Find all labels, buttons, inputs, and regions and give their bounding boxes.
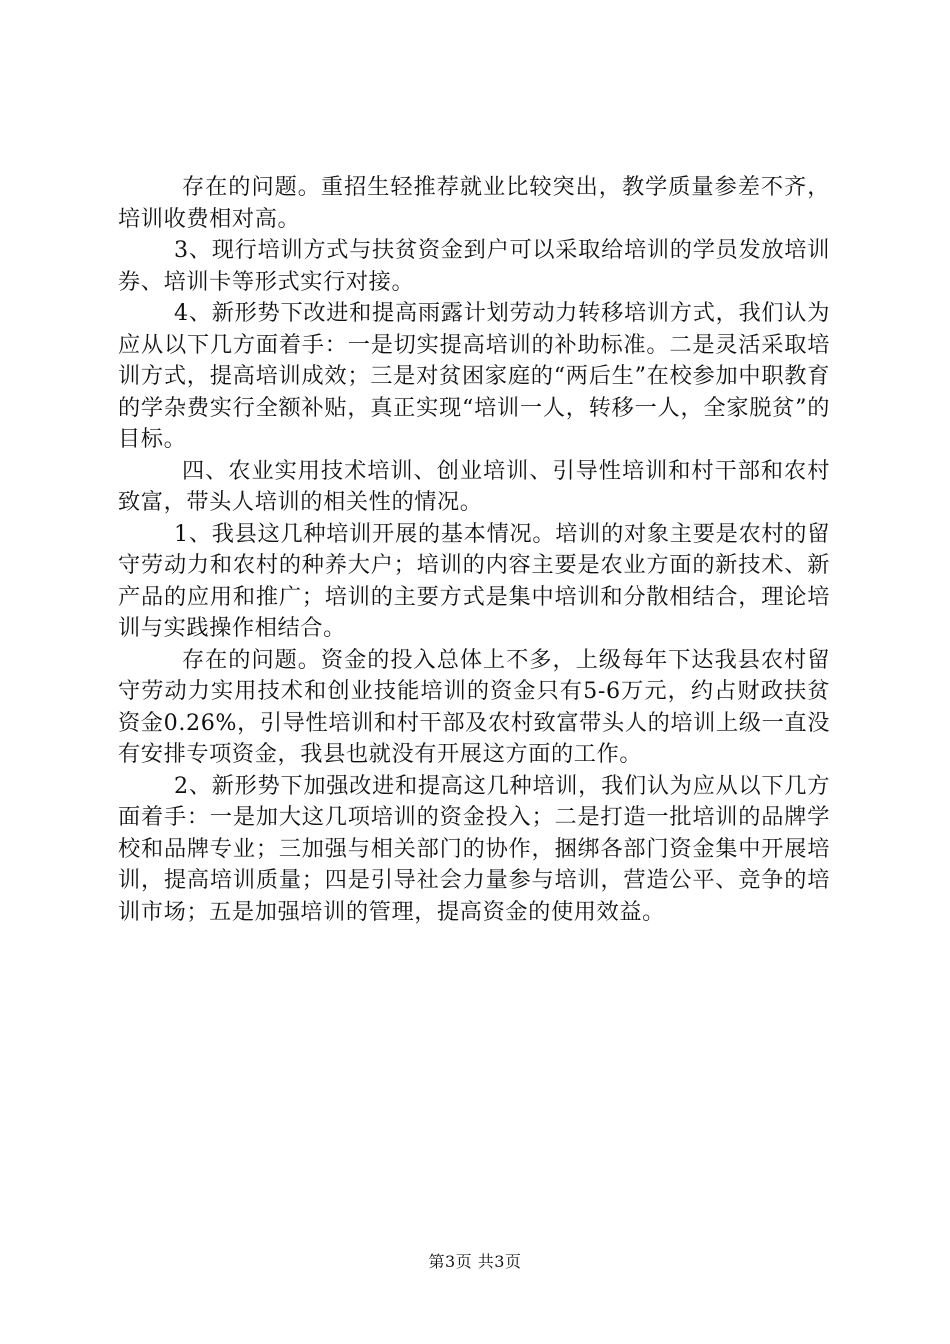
- paragraph-point-2: 2、新形势下加强改进和提高这几种培训，我们认为应从以下几方面着手：一是加大这几项培训的资金投入；二是打造一批培训的品牌学校和品牌专业；三加强与相关部门的协作，捆绑各部门资金集中开展培训，提高培训质量；四是引导社会力量参与培训，营造公平、竞争的培训市场；五是加强培训的管理，提高资金的使用效益。: [118, 772, 830, 925]
- page-footer: 第3页 共3页: [428, 1252, 522, 1271]
- paragraph-point-3: 3、现行培训方式与扶贫资金到户可以采取给培训的学员发放培训券、培训卡等形式实行对接。: [118, 237, 830, 295]
- paragraph-problems-2: 存在的问题。资金的投入总体上不多，上级每年下达我县农村留守劳动力实用技术和创业技能培训的资金只有5-6万元，约占财政扶贫资金0.26%，引导性培训和村干部及农村致富带头人的培训上级一直没有安排专项资金，我县也就没有开展这方面的工作。: [118, 646, 830, 767]
- paragraph-point-1: 1、我县这几种培训开展的基本情况。培训的对象主要是农村的留守劳动力和农村的种养大户；培训的内容主要是农业方面的新技术、新产品的应用和推广；培训的主要方式是集中培训和分散相结合，理论培训与实践操作相结合。: [118, 520, 830, 641]
- paragraph-point-4: 4、新形势下改进和提高雨露计划劳动力转移培训方式，我们认为应从以下几方面着手：一是切实提高培训的补助标准。二是灵活采取培训方式，提高培训成效；三是对贫困家庭的“两后生”在校参加中职教育的学杂费实行全额补贴，真正实现“培训一人，转移一人，全家脱贫”的目标。: [118, 300, 830, 452]
- document-body: [118, 172, 830, 928]
- paragraph-problems-1: 存在的问题。重招生轻推荐就业比较突出，教学质量参差不齐，培训收费相对高。: [118, 174, 830, 232]
- paragraph-section-4-heading: 四、农业实用技术培训、创业培训、引导性培训和村干部和农村致富，带头人培训的相关性的情况。: [118, 457, 830, 515]
